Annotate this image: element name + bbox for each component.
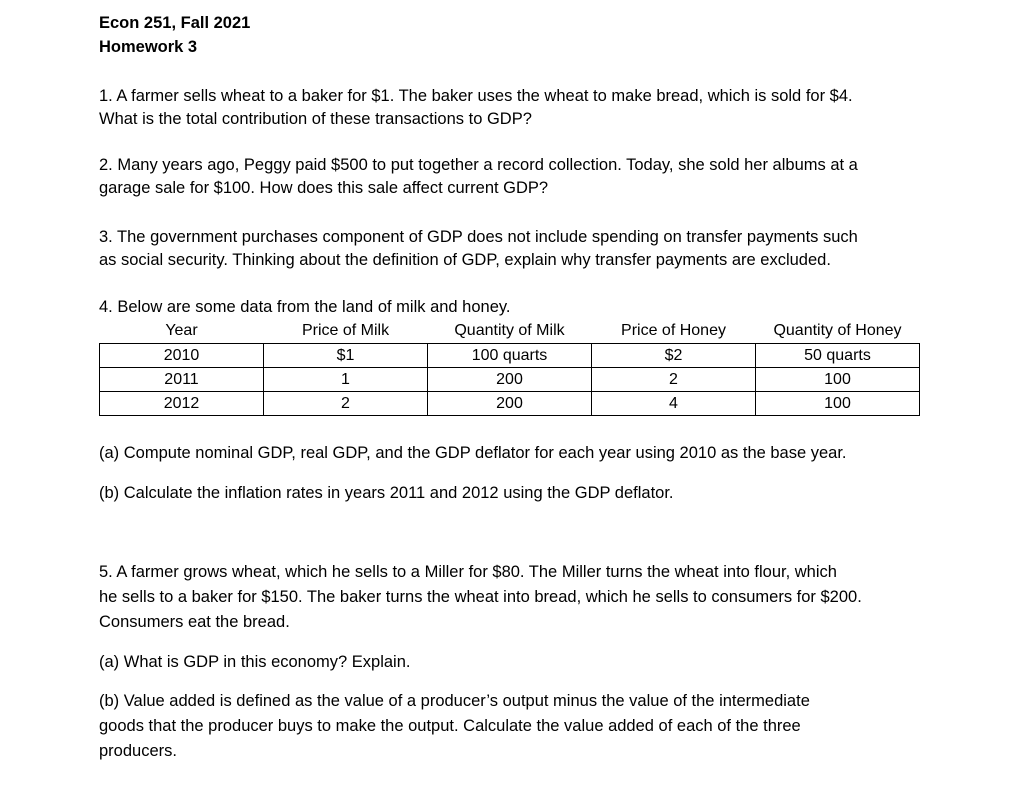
table-cell: 2012 bbox=[100, 392, 264, 416]
question-5-line: he sells to a baker for $150. The baker turns the wheat into bread, which he sells to consumers for $200. bbox=[99, 588, 862, 606]
table-row bbox=[100, 392, 920, 416]
milk-honey-table bbox=[99, 319, 920, 416]
table-cell: 100 bbox=[756, 392, 920, 416]
table-header-row bbox=[100, 319, 920, 344]
question-4-intro: 4. Below are some data from the land of milk and honey. bbox=[99, 298, 511, 316]
question-5-part-b-line: (b) Value added is defined as the value of a producer’s output minus the value of the intermediate bbox=[99, 692, 810, 710]
table-cell: $1 bbox=[264, 344, 428, 368]
table-cell: 100 quarts bbox=[428, 344, 592, 368]
table-cell: 2011 bbox=[100, 368, 264, 392]
table-cell: 1 bbox=[264, 368, 428, 392]
question-3-line: as social security. Thinking about the definition of GDP, explain why transfer payments are excluded. bbox=[99, 251, 831, 269]
question-5-part-b bbox=[99, 689, 929, 764]
table-cell: 100 bbox=[756, 368, 920, 392]
table-cell: 200 bbox=[428, 368, 592, 392]
table-cell: $2 bbox=[592, 344, 756, 368]
question-5 bbox=[99, 560, 929, 635]
table-cell: 2 bbox=[592, 368, 756, 392]
question-5-line: Consumers eat the bread. bbox=[99, 613, 290, 631]
table-cell: 50 quarts bbox=[756, 344, 920, 368]
question-4-part-b: (b) Calculate the inflation rates in years 2011 and 2012 using the GDP deflator. bbox=[99, 484, 674, 502]
question-1-line: What is the total contribution of these transactions to GDP? bbox=[99, 110, 532, 128]
table-row bbox=[100, 344, 920, 368]
question-5-line: 5. A farmer grows wheat, which he sells to a Miller for $80. The Miller turns the wheat into flour, which bbox=[99, 563, 837, 581]
question-3 bbox=[99, 226, 929, 272]
table-row bbox=[100, 368, 920, 392]
table-header-cell: Quantity of Milk bbox=[454, 322, 565, 339]
question-2-line: 2. Many years ago, Peggy paid $500 to put together a record collection. Today, she sold her albums at a bbox=[99, 156, 858, 174]
table-cell: 200 bbox=[428, 392, 592, 416]
table-cell: 2010 bbox=[100, 344, 264, 368]
table-header-cell: Year bbox=[165, 322, 198, 339]
table-cell: 4 bbox=[592, 392, 756, 416]
course-title: Econ 251, Fall 2021 bbox=[99, 14, 251, 32]
table-header-cell: Price of Milk bbox=[301, 322, 390, 339]
assignment-title: Homework 3 bbox=[99, 38, 198, 56]
question-5-part-b-line: producers. bbox=[99, 742, 177, 760]
question-3-line: 3. The government purchases component of GDP does not include spending on transfer payments such bbox=[99, 228, 858, 246]
question-2 bbox=[99, 154, 929, 200]
question-2-line: garage sale for $100. How does this sale affect current GDP? bbox=[99, 179, 549, 197]
question-5-part-a: (a) What is GDP in this economy? Explain. bbox=[99, 653, 411, 671]
table-cell: 2 bbox=[264, 392, 428, 416]
table-header-cell: Price of Honey bbox=[621, 322, 726, 339]
question-1-line: 1. A farmer sells wheat to a baker for $1. The baker uses the wheat to make bread, which is sold for $4. bbox=[99, 87, 853, 105]
question-1 bbox=[99, 85, 929, 131]
question-4-part-a: (a) Compute nominal GDP, real GDP, and the GDP deflator for each year using 2010 as the base year. bbox=[99, 444, 847, 462]
table-header-cell: Quantity of Honey bbox=[773, 322, 902, 339]
question-5-part-b-line: goods that the producer buys to make the output. Calculate the value added of each of the three bbox=[99, 717, 801, 735]
